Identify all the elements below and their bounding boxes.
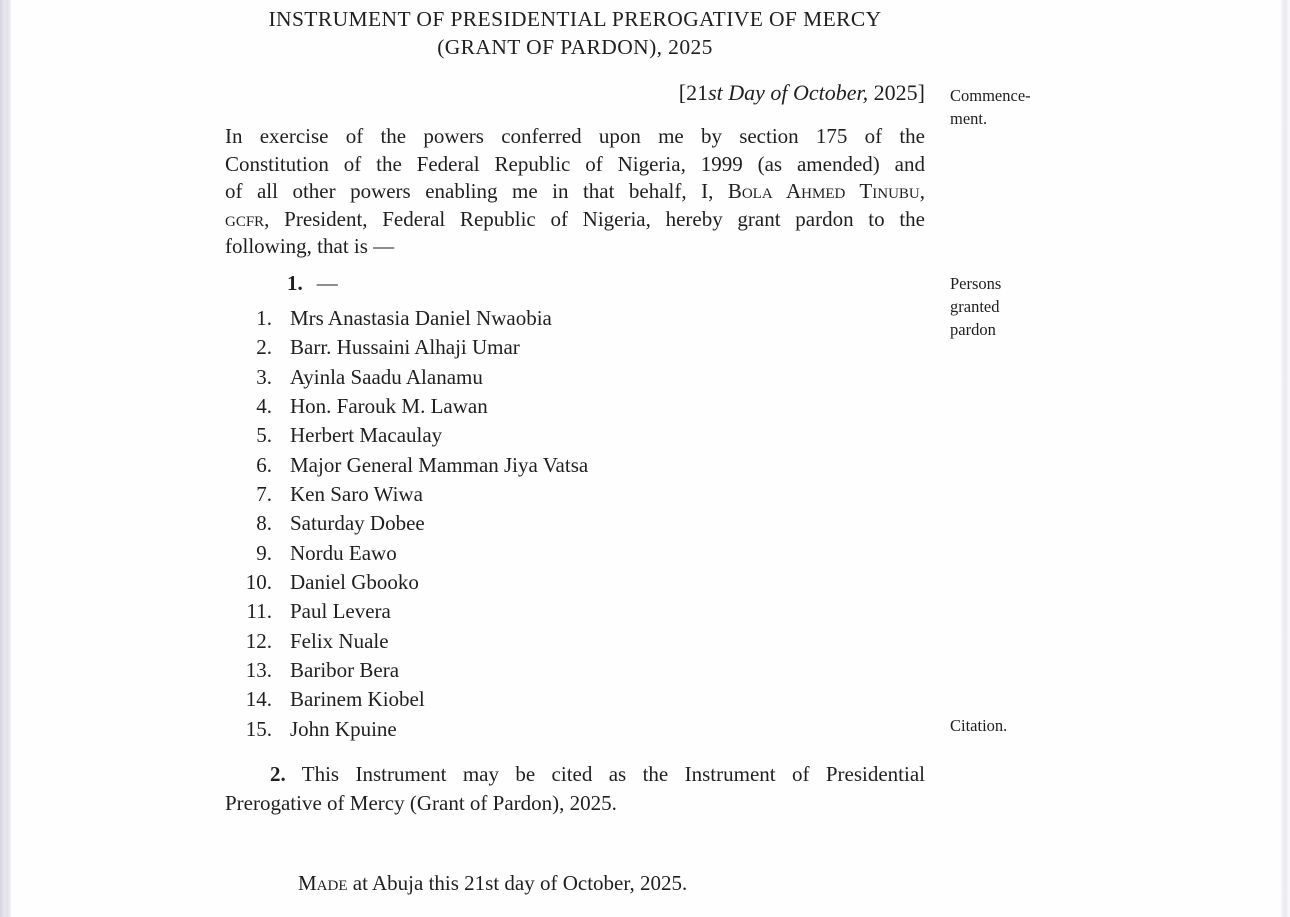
list-item-number: 15. — [245, 716, 272, 741]
margin-note-persons-line2: granted — [950, 297, 1000, 316]
list-item — [225, 335, 925, 364]
list-item-number: 10. — [245, 570, 272, 595]
preamble-line-4-text: President, Federal Republic of Nigeria, hereby grant pardon to the — [269, 206, 925, 231]
section-2-line-1-text: This Instrument may be cited as the Instrument of Presidential — [285, 762, 925, 786]
title-line-2: (GRANT OF PARDON), 2025 — [437, 34, 713, 59]
section-1-heading — [225, 271, 925, 296]
margin-note-persons-line1: Persons — [950, 274, 1002, 293]
list-item-number: 1. — [256, 306, 272, 330]
president-honorific: gcfr, — [225, 206, 270, 231]
document-title — [225, 6, 925, 61]
list-item — [225, 306, 925, 335]
list-item — [225, 629, 925, 658]
commencement-date — [225, 80, 925, 106]
section-1-number: 1. — [287, 271, 303, 295]
list-item-name: Major General Mamman Jiya Vatsa — [290, 452, 589, 477]
preamble-line-5: following, that is — — [225, 234, 395, 259]
made-at-line — [225, 871, 925, 896]
list-item — [225, 717, 925, 746]
list-item-number: 3. — [256, 364, 272, 389]
page-edge-left — [0, 0, 11, 917]
section-1-dash: — — [316, 271, 338, 295]
section-2-paragraph — [225, 760, 925, 819]
list-item-number: 14. — [245, 687, 272, 712]
list-item — [225, 365, 925, 394]
list-item — [225, 511, 925, 540]
date-italic-text: st Day of October, — [708, 80, 869, 105]
preamble-paragraph — [225, 123, 925, 261]
list-item-number: 8. — [256, 511, 272, 536]
made-text: at Abuja this 21st day of October, 2025. — [347, 871, 688, 895]
president-name: Bola Ahmed Tinubu, — [727, 179, 925, 204]
preamble-line-2: Constitution of the Federal Republic of Nigeria, 1999 (as amended) and — [225, 151, 925, 176]
list-item-number: 7. — [256, 482, 272, 507]
list-item-name: Barinem Kiobel — [290, 687, 425, 712]
list-item-name: Baribor Bera — [290, 658, 400, 683]
pardon-list — [225, 306, 925, 746]
list-item-name: Saturday Dobee — [290, 511, 425, 536]
list-item-name: John Kpuine — [290, 716, 397, 741]
date-bracket-open: [21 — [678, 80, 709, 105]
list-item-number: 13. — [245, 658, 272, 683]
list-item-number: 2. — [256, 335, 272, 360]
preamble-line-4 — [225, 206, 925, 234]
margin-note-persons-line3: pardon — [950, 320, 996, 339]
list-item — [225, 541, 925, 570]
list-item-name: Felix Nuale — [290, 628, 389, 653]
list-item-name: Herbert Macaulay — [290, 423, 443, 448]
list-item-number: 5. — [256, 423, 272, 448]
date-bracket-close: 2025] — [868, 80, 925, 105]
list-item-number: 4. — [256, 394, 272, 419]
page-edge-right — [1281, 0, 1290, 917]
list-item — [225, 658, 925, 687]
list-item — [225, 687, 925, 716]
margin-note-commencement-line2: ment. — [950, 109, 988, 128]
list-item-number: 6. — [256, 452, 272, 477]
list-item-name: Paul Levera — [290, 599, 391, 624]
margin-note-commencement — [950, 84, 1080, 130]
section-2-line-1 — [225, 760, 925, 789]
preamble-line-3-text: of all other powers enabling me in that behalf, I, — [225, 179, 728, 204]
section-2-line-2: Prerogative of Mercy (Grant of Pardon), 2025. — [225, 791, 617, 816]
list-item — [225, 482, 925, 511]
list-item — [225, 599, 925, 628]
list-item-name: Barr. Hussaini Alhaji Umar — [290, 335, 520, 360]
list-item — [225, 394, 925, 423]
margin-note-commencement-line1: Commence- — [950, 86, 1031, 105]
margin-note-persons — [950, 272, 1080, 341]
list-item — [225, 423, 925, 452]
section-2-number: 2. — [270, 762, 286, 786]
preamble-line-1: In exercise of the powers conferred upon me by section 175 of the — [225, 124, 925, 148]
list-item-name: Nordu Eawo — [290, 540, 397, 565]
list-item — [225, 570, 925, 599]
list-item-number: 9. — [256, 540, 272, 565]
list-item-name: Daniel Gbooko — [290, 570, 419, 595]
margin-note-citation-text: Citation. — [950, 716, 1008, 735]
list-item-name: Hon. Farouk M. Lawan — [290, 394, 488, 419]
list-item-name: Mrs Anastasia Daniel Nwaobia — [290, 306, 552, 330]
made-word: Made — [298, 871, 348, 895]
margin-note-citation — [950, 714, 1080, 737]
list-item-number: 12. — [245, 628, 272, 653]
list-item-name: Ken Saro Wiwa — [290, 482, 423, 507]
list-item — [225, 453, 925, 482]
list-item-number: 11. — [246, 599, 272, 624]
title-line-1: INSTRUMENT OF PRESIDENTIAL PREROGATIVE OF MERCY — [268, 7, 882, 31]
preamble-line-3 — [225, 178, 925, 206]
list-item-name: Ayinla Saadu Alanamu — [290, 364, 483, 389]
